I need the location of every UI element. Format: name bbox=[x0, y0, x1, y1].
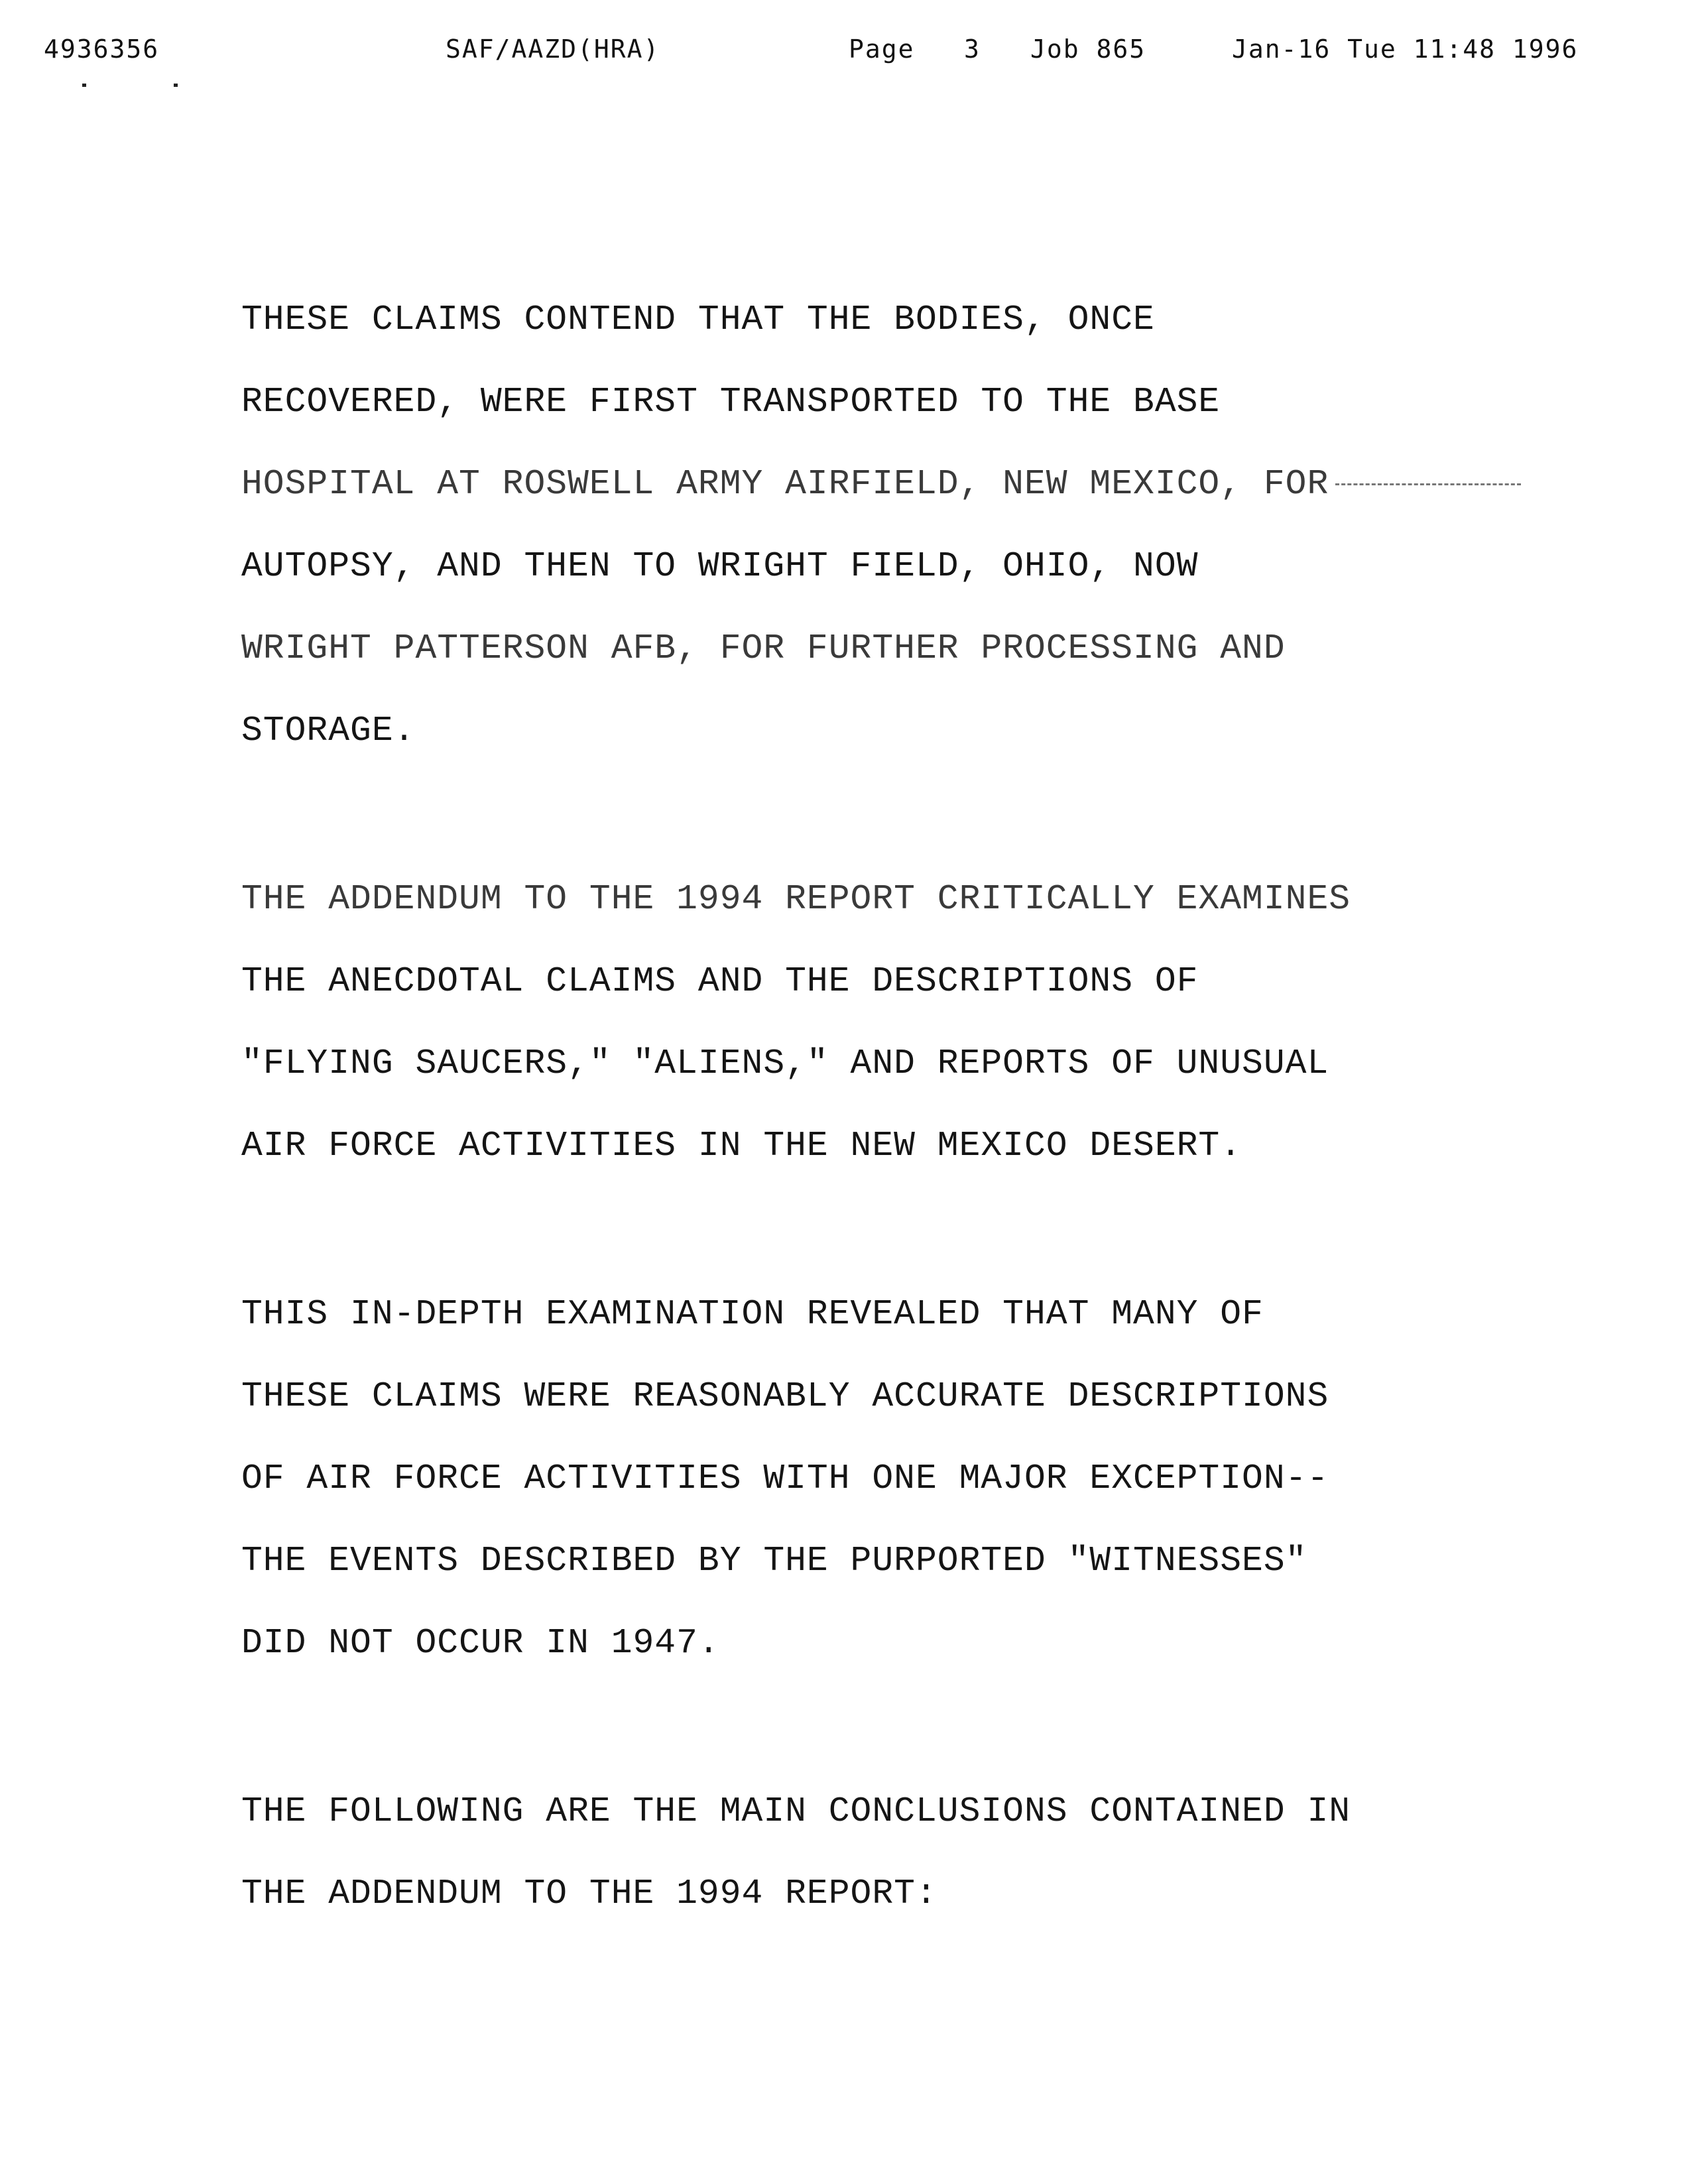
fax-sender: SAF/AAZD(HRA) bbox=[446, 34, 660, 64]
fax-job: Job 865 bbox=[1030, 34, 1146, 64]
text-line: STORAGE. bbox=[241, 711, 416, 751]
fax-datetime: Jan-16 Tue 11:48 1996 bbox=[1232, 34, 1579, 64]
text-line: WRIGHT PATTERSON AFB, FOR FURTHER PROCESSING AND bbox=[241, 629, 1286, 668]
dashed-leader bbox=[1335, 483, 1521, 485]
text-line: THE ADDENDUM TO THE 1994 REPORT: bbox=[241, 1874, 937, 1913]
text-line: "FLYING SAUCERS," "ALIENS," AND REPORTS OF UNUSUAL bbox=[241, 1044, 1329, 1083]
text-line: THE FOLLOWING ARE THE MAIN CONCLUSIONS CONTAINED IN bbox=[241, 1791, 1351, 1831]
fax-page-label: Page bbox=[849, 34, 915, 64]
text-line: OF AIR FORCE ACTIVITIES WITH ONE MAJOR EXCEPTION-- bbox=[241, 1459, 1329, 1498]
text-line: THE EVENTS DESCRIBED BY THE PURPORTED "WITNESSES" bbox=[241, 1541, 1307, 1581]
paragraph-conclusions-intro bbox=[241, 1770, 1534, 1935]
text-line: THESE CLAIMS CONTEND THAT THE BODIES, ONCE bbox=[241, 300, 1155, 339]
text-line: AIR FORCE ACTIVITIES IN THE NEW MEXICO DESERT. bbox=[241, 1126, 1242, 1166]
text-line bbox=[241, 443, 1534, 525]
text-line: THIS IN-DEPTH EXAMINATION REVEALED THAT MANY OF bbox=[241, 1294, 1264, 1334]
scan-specks bbox=[80, 84, 186, 89]
text-line: DID NOT OCCUR IN 1947. bbox=[241, 1623, 720, 1663]
fax-page-number: 3 bbox=[964, 34, 981, 64]
paragraph-addendum bbox=[241, 858, 1534, 1187]
text-line: RECOVERED, WERE FIRST TRANSPORTED TO THE BASE bbox=[241, 382, 1221, 422]
text-line: AUTOPSY, AND THEN TO WRIGHT FIELD, OHIO, NOW bbox=[241, 546, 1199, 586]
text-line: THE ADDENDUM TO THE 1994 REPORT CRITICALLY EXAMINES bbox=[241, 879, 1351, 919]
paragraph-claims bbox=[241, 278, 1534, 772]
fax-id: 4936356 bbox=[44, 34, 160, 64]
fax-header bbox=[0, 34, 1692, 74]
paragraph-examination bbox=[241, 1273, 1534, 1684]
document-body bbox=[241, 278, 1534, 2021]
text-line: THE ANECDOTAL CLAIMS AND THE DESCRIPTIONS OF bbox=[241, 961, 1199, 1001]
text-line-content: HOSPITAL AT ROSWELL ARMY AIRFIELD, NEW MEXICO, FOR bbox=[241, 464, 1329, 504]
text-line: THESE CLAIMS WERE REASONABLY ACCURATE DESCRIPTIONS bbox=[241, 1376, 1329, 1416]
